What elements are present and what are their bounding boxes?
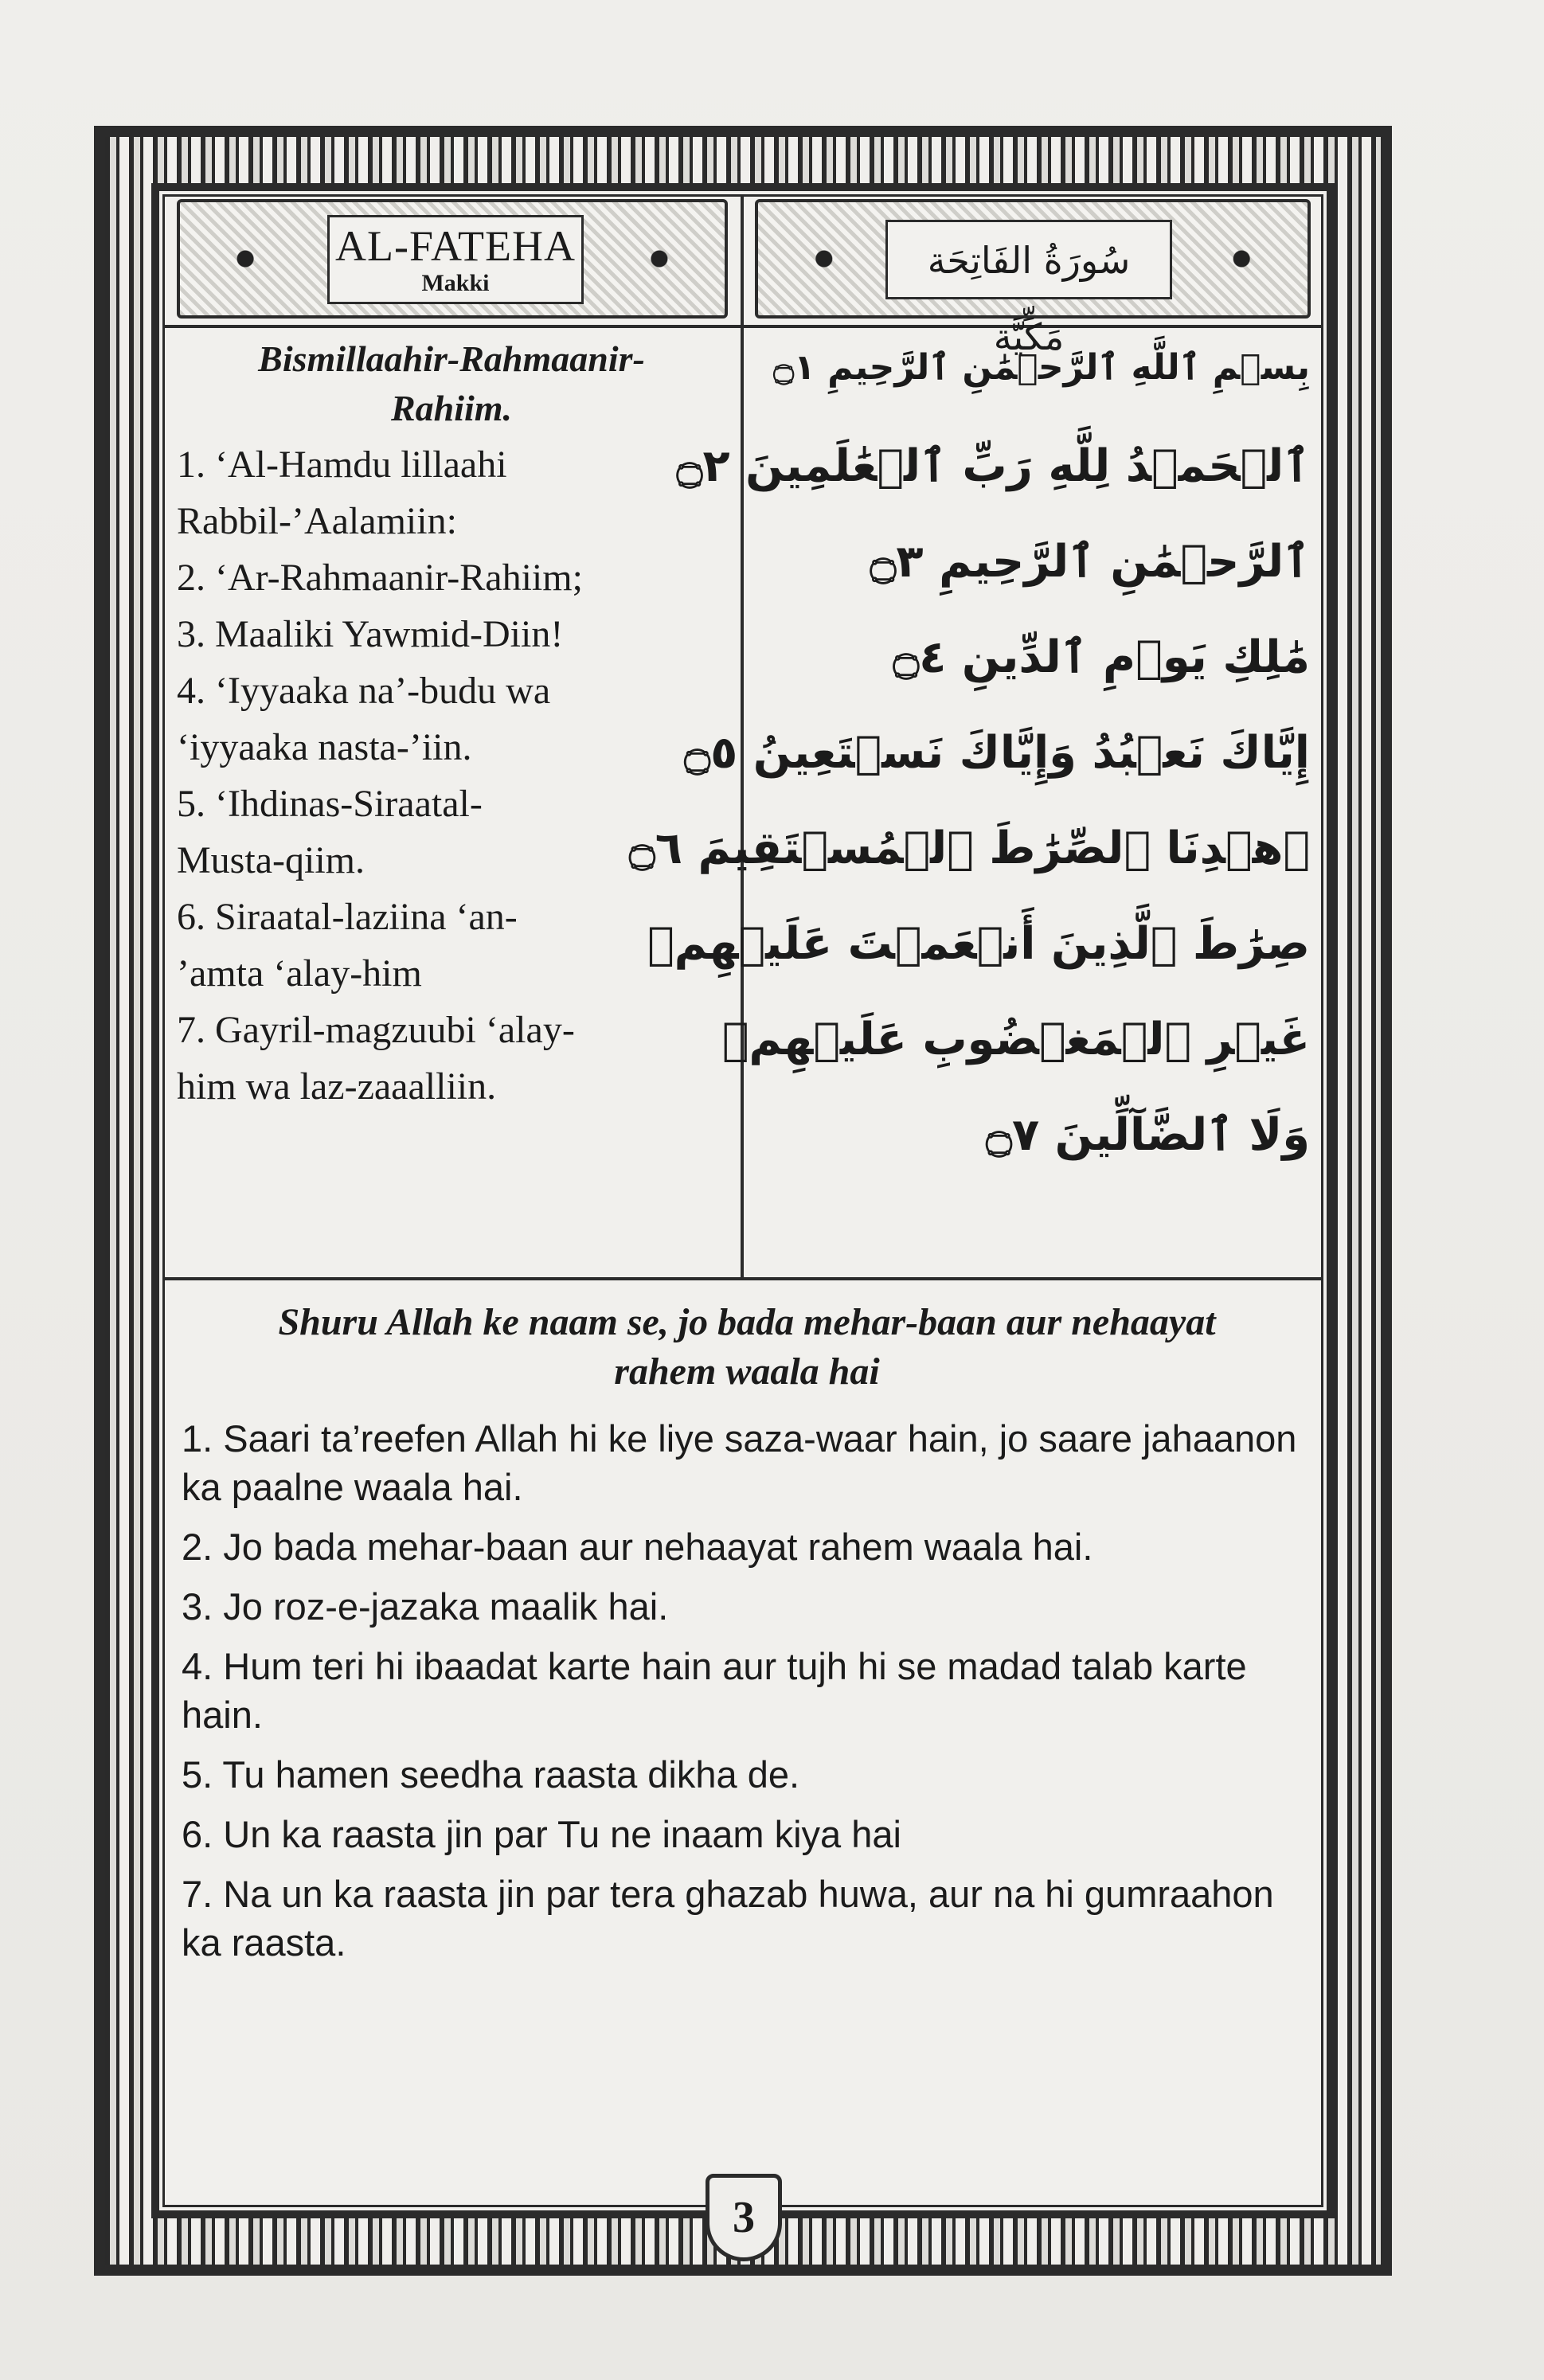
translit-line: him wa laz-zaaalliin.	[177, 1065, 497, 1108]
translation-heading: Shuru Allah ke naam se, jo bada mehar-baan aur nehaayat rahem waala hai	[278, 1301, 1216, 1393]
arabic-column	[628, 334, 1310, 1198]
translation-line: 2. Jo bada mehar-baan aur nehaayat rahem waala hai.	[182, 1526, 1093, 1568]
page-number: 3	[706, 2174, 782, 2261]
translation-line: 7. Na un ka raasta jin par tera ghazab huwa, aur na hi gumraahon ka raasta.	[182, 1873, 1274, 1964]
translit-line: 6. Siraatal-laziina ‘an-	[177, 896, 518, 938]
transliteration-column	[177, 334, 726, 1118]
arabic-title-plate	[885, 220, 1172, 358]
arabic-title-cartouche	[755, 199, 1311, 358]
surah-subtitle: Makki	[421, 270, 490, 296]
translit-line: Musta-qiim.	[177, 839, 365, 881]
translation-line: 4. Hum teri hi ibaadat karte hain aur tujh hi se madad talab karte hain.	[182, 1645, 1247, 1736]
section-divider	[162, 1277, 1323, 1280]
translation-line: 1. Saari ta’reefen Allah hi ke liye saza-waar hain, jo saare jahaanon ka paalne waala hai.	[182, 1417, 1297, 1508]
translit-line: 4. ‘Iyyaaka na’-budu wa	[177, 670, 551, 712]
translation-line: 3. Jo roz-e-jazaka maalik hai.	[182, 1585, 669, 1628]
translation-section	[182, 1298, 1312, 1978]
translit-line: 3. Maaliki Yawmid-Diin!	[177, 613, 564, 655]
english-title-cartouche	[177, 199, 728, 319]
arabic-verse: مَٰلِكِ يَوۡمِ ٱلدِّينِ ۝٤	[893, 631, 1310, 683]
arabic-surah-title: سُورَةُ الفَاتِحَة مَكِّيَّة	[927, 239, 1131, 358]
translation-line: 6. Un ka raasta jin par Tu ne inaam kiya hai	[182, 1813, 901, 1855]
arabic-verse: غَيۡرِ ٱلۡمَغۡضُوبِ عَلَيۡهِمۡ	[721, 1014, 1310, 1065]
translit-line: ’amta ‘alay-him	[177, 952, 422, 995]
translit-line: Rabbil-’Aalamiin:	[177, 500, 457, 542]
translit-line: ‘iyyaaka nasta-’iin.	[177, 726, 472, 768]
translit-line: 7. Gayril-magzuubi ‘alay-	[177, 1009, 575, 1051]
arabic-verse: إِيَّاكَ نَعۡبُدُ وَإِيَّاكَ نَسۡتَعِينُ ۝٥	[684, 727, 1310, 779]
bismillah-heading: Bismillaahir-Rahmaanir- Rahiim.	[258, 338, 645, 428]
arabic-verse: ٱهۡدِنَا ٱلصِّرَٰطَ ٱلۡمُسۡتَقِيمَ ۝٦	[628, 823, 1310, 874]
arabic-verse: وَلَا ٱلضَّآلِّينَ ۝٧	[986, 1109, 1310, 1161]
english-title-plate	[327, 215, 584, 304]
translit-line: 2. ‘Ar-Rahmaanir-Rahiim;	[177, 557, 583, 599]
arabic-verse: صِرَٰطَ ٱلَّذِينَ أَنۡعَمۡتَ عَلَيۡهِمۡ	[647, 918, 1310, 970]
translit-line: 1. ‘Al-Hamdu lillaahi	[177, 444, 507, 486]
arabic-verse: ٱلۡحَمۡدُ لِلَّهِ رَبِّ ٱلۡعَٰلَمِينَ ۝٢	[676, 440, 1310, 492]
translation-line: 5. Tu hamen seedha raasta dikha de.	[182, 1753, 800, 1796]
translit-line: 5. ‘Ihdinas-Siraatal-	[177, 783, 483, 825]
surah-title: AL-FATEHA	[335, 222, 576, 270]
arabic-verse: بِسۡمِ ٱللَّهِ ٱلرَّحۡمَٰنِ ٱلرَّحِيمِ ۝١	[773, 347, 1310, 388]
arabic-verse: ٱلرَّحۡمَٰنِ ٱلرَّحِيمِ ۝٣	[870, 536, 1310, 588]
